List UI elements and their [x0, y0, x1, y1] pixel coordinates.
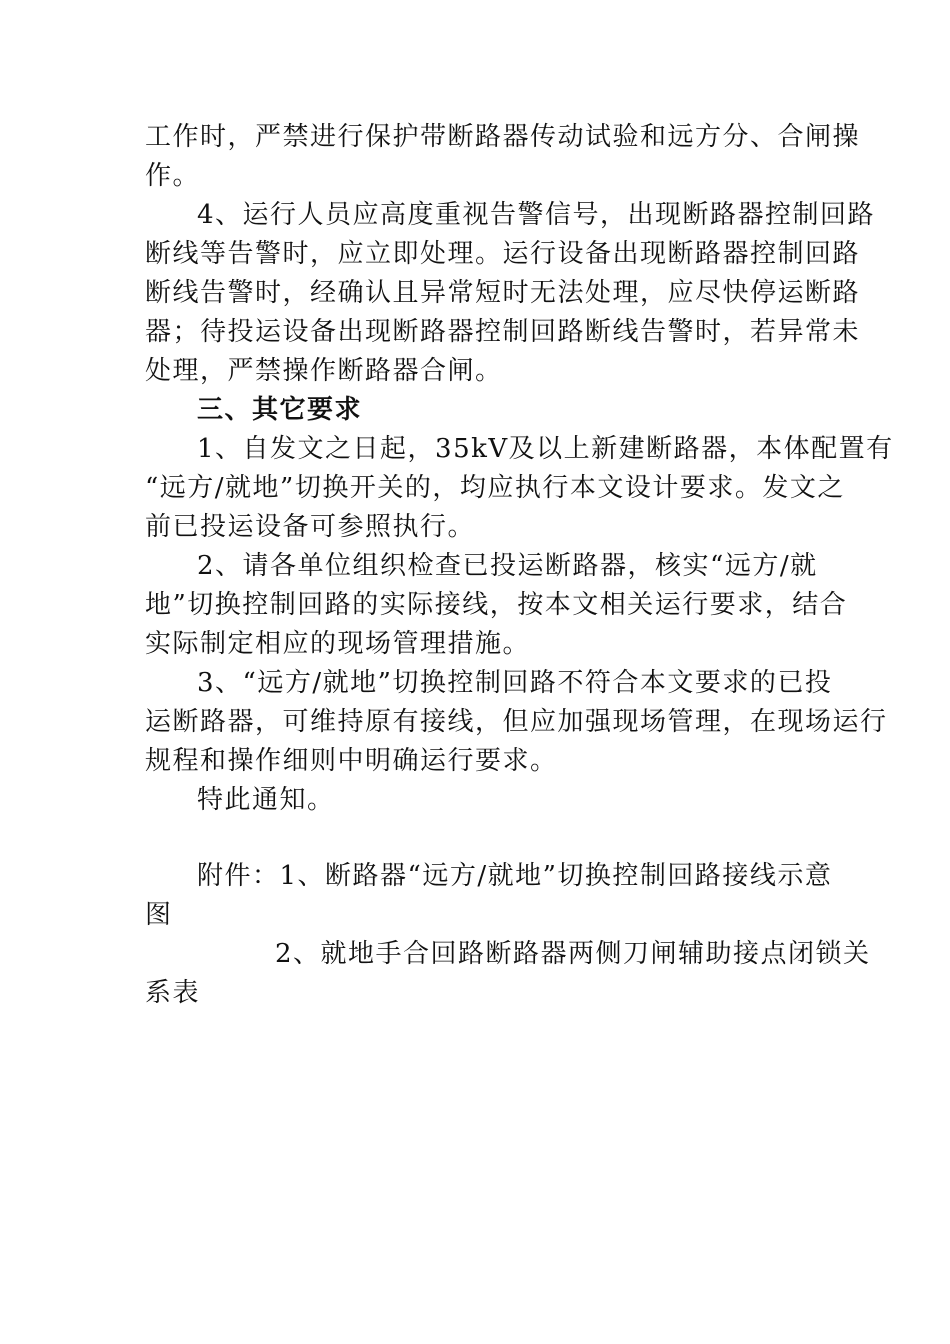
body-text-line: 4、运行人员应高度重视告警信号，出现断路器控制回路: [197, 200, 876, 230]
body-text: [145, 118, 894, 820]
body-text-line: 处理，严禁操作断路器合闸。: [145, 356, 503, 386]
body-text-line: “远方/就地”切换开关的，均应执行本文设计要求。发文之: [145, 473, 845, 503]
attachment-line: 附件：1、断路器“远方/就地”切换控制回路接线示意: [197, 861, 833, 891]
body-text-line: 2、请各单位组织检查已投运断路器，核实“远方/就: [197, 551, 818, 581]
body-text-line: 作。: [145, 161, 201, 191]
body-text-line: 1、自发文之日起，35kV及以上新建断路器，本体配置有: [197, 434, 894, 464]
body-text-line: 运断路器，可维持原有接线，但应加强现场管理，在现场运行: [145, 707, 888, 737]
attachment-line: 2、就地手合回路断路器两侧刀闸辅助接点闭锁关: [275, 939, 871, 969]
attachment-line: 系表: [145, 978, 201, 1008]
body-text-line: 前已投运设备可参照执行。: [145, 512, 476, 542]
body-text-line: 规程和操作细则中明确运行要求。: [145, 746, 558, 776]
body-text-line: 特此通知。: [197, 785, 335, 815]
body-text-line: 器；待投运设备出现断路器控制回路断线告警时，若异常未: [145, 317, 861, 347]
section-heading: 三、其它要求: [197, 395, 363, 425]
body-text-line: 断线等告警时，应立即处理。运行设备出现断路器控制回路: [145, 239, 861, 269]
attachment-line: 图: [145, 900, 173, 930]
body-text-line: 工作时，严禁进行保护带断路器传动试验和远方分、合闸操: [145, 122, 861, 152]
body-text-line: 实际制定相应的现场管理措施。: [145, 629, 531, 659]
body-text-line: 断线告警时，经确认且异常短时无法处理，应尽快停运断路: [145, 278, 861, 308]
body-text-line: 地”切换控制回路的实际接线，按本文相关运行要求，结合: [145, 590, 848, 620]
document-page: [145, 118, 894, 1013]
body-text-line: 3、“远方/就地”切换控制回路不符合本文要求的已投: [197, 668, 833, 698]
attachments-section: [145, 857, 871, 1013]
paragraph-gap: [145, 820, 807, 857]
